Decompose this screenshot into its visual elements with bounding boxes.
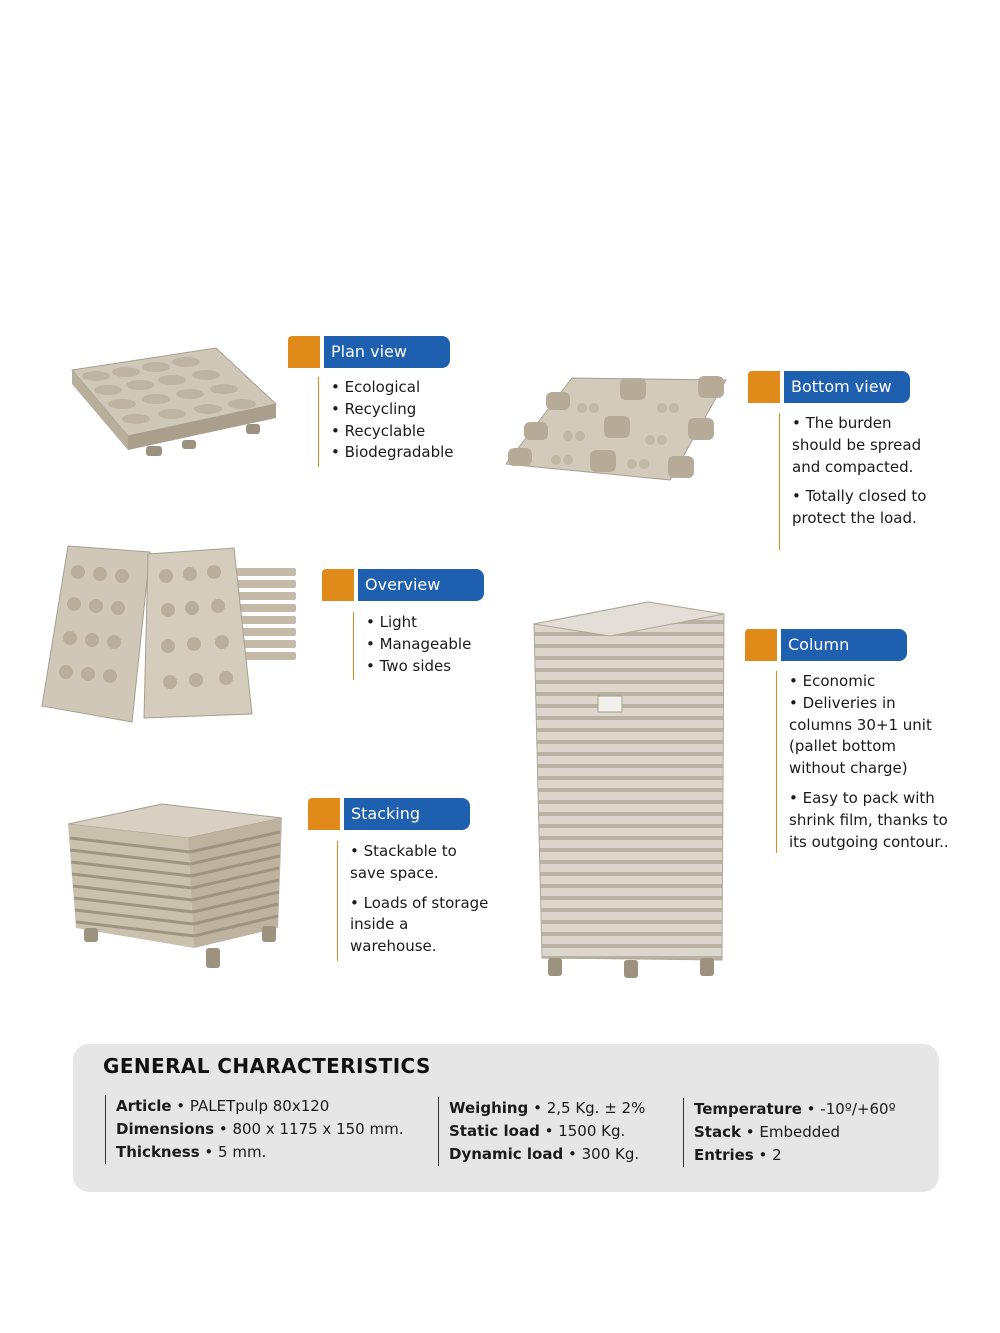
spec-value: • 2 (753, 1146, 782, 1164)
characteristics-column-3 (683, 1098, 896, 1167)
characteristics-column-2 (438, 1097, 645, 1166)
feature-item: • Loads of storage inside a warehouse. (350, 893, 489, 956)
feature-item: • Two sides (366, 656, 452, 675)
bottom-view-label (748, 371, 912, 403)
spec-label: Dynamic load (449, 1145, 564, 1163)
feature-item: • Biodegradable (331, 443, 454, 462)
spec-row (116, 1141, 403, 1164)
orange-marker (322, 569, 354, 601)
orange-marker (745, 629, 777, 661)
feature-item: • Ecological (331, 378, 421, 396)
spec-value: • 800 x 1175 x 150 mm. (214, 1120, 404, 1138)
overview-pallet-image (40, 542, 298, 724)
spec-value: • 2,5 Kg. ± 2% (528, 1099, 646, 1117)
orange-marker (308, 798, 340, 830)
bottom-view-title: Bottom view (784, 371, 910, 403)
spec-label: Thickness (116, 1143, 200, 1161)
spec-row (694, 1144, 896, 1167)
column-pallet-stack-image (528, 600, 728, 982)
overview-features (353, 612, 496, 680)
spec-row (449, 1120, 645, 1143)
feature-item: • The burden should be spread and compacted. (792, 414, 922, 476)
spec-value: • Embedded (740, 1123, 840, 1141)
general-characteristics-panel (73, 1044, 939, 1192)
spec-value: • 5 mm. (199, 1143, 267, 1161)
feature-item: • Light (366, 613, 418, 631)
feature-item: without charge) (789, 759, 908, 778)
characteristics-column-1 (105, 1095, 403, 1164)
spec-row (116, 1118, 403, 1141)
stacking-title: Stacking (344, 798, 470, 830)
spec-label: Static load (449, 1122, 540, 1140)
feature-item: • Recyclable (331, 421, 426, 440)
overview-label (322, 569, 486, 601)
feature-item: • Stackable to save space. (350, 842, 457, 882)
spec-label: Temperature (694, 1100, 802, 1118)
plan-view-label (288, 336, 452, 368)
feature-item: • Economic (789, 672, 876, 690)
spec-label: Weighing (449, 1099, 529, 1117)
feature-item: • Totally closed to protect the load. (792, 487, 927, 528)
feature-item: • Deliveries in (789, 693, 896, 712)
stacking-features (337, 841, 490, 961)
spec-value: • 1500 Kg. (539, 1122, 626, 1140)
spec-row (449, 1097, 645, 1120)
spec-row (449, 1143, 645, 1166)
spec-value: • -10º/+60º (801, 1100, 896, 1118)
spec-label: Article (116, 1097, 172, 1115)
bottom-view-features (779, 413, 932, 550)
feature-item: columns 30+1 unit (789, 715, 932, 734)
orange-marker (748, 371, 780, 403)
spec-row (694, 1098, 896, 1121)
feature-item: • Recycling (331, 399, 417, 418)
spec-row (116, 1095, 403, 1118)
plan-view-title: Plan view (324, 336, 450, 368)
spec-row (694, 1121, 896, 1144)
stacking-label (308, 798, 472, 830)
spec-label: Entries (694, 1146, 754, 1164)
bottom-view-pallet-image (502, 368, 728, 486)
orange-marker (288, 336, 320, 368)
general-characteristics-heading: GENERAL CHARACTERISTICS (103, 1054, 431, 1078)
spec-label: Stack (694, 1123, 741, 1141)
spec-label: Dimensions (116, 1120, 215, 1138)
plan-view-features (318, 377, 481, 467)
spec-value: • 300 Kg. (563, 1145, 640, 1163)
feature-item: (pallet bottom (789, 737, 897, 756)
stacking-pallet-image (66, 798, 284, 976)
spec-value: • PALETpulp 80x120 (171, 1097, 330, 1115)
column-title: Column (781, 629, 907, 661)
plan-view-pallet-image (66, 344, 278, 460)
feature-item: • Easy to pack with shrink film, thanks to its outgoing contour.. (789, 788, 949, 851)
overview-title: Overview (358, 569, 484, 601)
column-features (776, 671, 965, 853)
column-label (745, 629, 909, 661)
feature-item: • Manageable (366, 634, 472, 653)
